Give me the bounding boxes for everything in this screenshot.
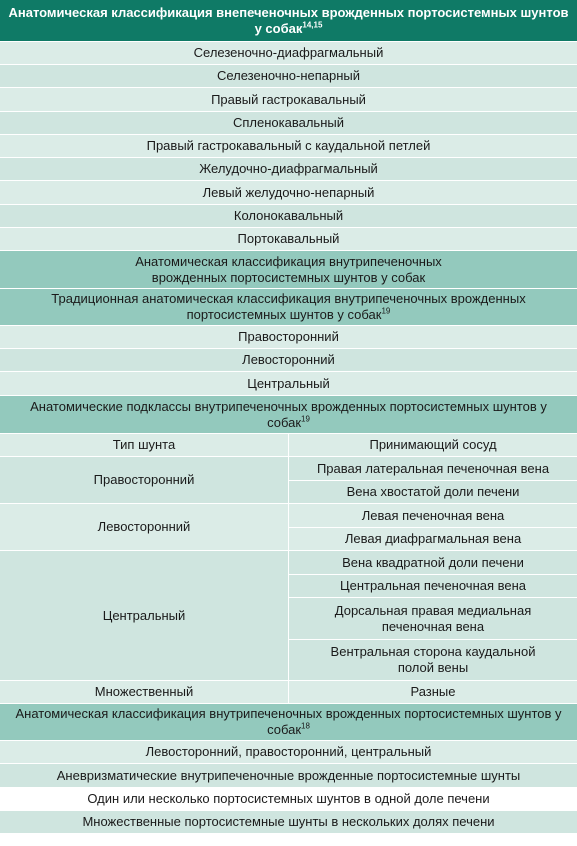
table-row: Колонокавальный xyxy=(0,205,577,228)
vessel-cell: Вена хвостатой доли печени xyxy=(289,481,577,504)
shunt-type-cell: Множественный xyxy=(0,681,289,704)
table-row: Левосторонний xyxy=(0,349,577,372)
subheader-intrahepatic: Анатомическая классификация внутрипеченочных врожденных портосистемных шунтов у собак xyxy=(0,251,577,289)
table-row: Множественные портосистемные шунты в нескольких долях печени xyxy=(0,811,577,834)
vessel-cell: Вентральная сторона каудальной полой вены xyxy=(289,640,577,681)
column-header-type: Тип шунта xyxy=(0,434,289,457)
shunt-type-cell: Правосторонний xyxy=(0,457,289,504)
table-row: Правый гастрокавальный с каудальной петлей xyxy=(0,135,577,158)
table-row: Селезеночно-диафрагмальный xyxy=(0,42,577,65)
shunt-type-cell: Левосторонний xyxy=(0,504,289,551)
subclass-grid xyxy=(0,434,577,704)
vessel-cell: Левая печеночная вена xyxy=(289,504,577,528)
subheader-classification-18: Анатомическая классификация внутрипеченочных врожденных портосистемных шунтов у собак$^{18}$ xyxy=(0,704,577,741)
table-row: Портокавальный xyxy=(0,228,577,251)
vessel-cell: Разные xyxy=(289,681,577,704)
subheader-traditional: Традиционная анатомическая классификация внутрипеченочных врожденных портосистемных шунтов у собак$^{19}$ xyxy=(0,289,577,326)
title-text: Анатомическая классификация внепеченочных врожденных портосистемных шунтов у собак$^{14,15}$ xyxy=(8,4,569,36)
table-row: Центральный xyxy=(0,372,577,396)
table-row: Правосторонний xyxy=(0,326,577,349)
vessel-cell: Вена квадратной доли печени xyxy=(289,551,577,575)
table-title-extrahepatic xyxy=(0,0,577,42)
table-row: Селезеночно-непарный xyxy=(0,65,577,88)
table-row: Спленокавальный xyxy=(0,112,577,135)
table-row: Левосторонний, правосторонний, центральный xyxy=(0,741,577,764)
vessel-cell: Дорсальная правая медиальная печеночная вена xyxy=(289,598,577,640)
vessel-cell: Правая латеральная печеночная вена xyxy=(289,457,577,481)
table-row: Правый гастрокавальный xyxy=(0,88,577,112)
vessel-cell: Центральная печеночная вена xyxy=(289,575,577,598)
subheader-subclasses: Анатомические подклассы внутрипеченочных врожденных портосистемных шунтов у собак$^{19}$ xyxy=(0,396,577,434)
table-row: Желудочно-диафрагмальный xyxy=(0,158,577,181)
table-row: Аневризматические внутрипеченочные врожденные портосистемные шунты xyxy=(0,764,577,788)
vessel-cell: Левая диафрагмальная вена xyxy=(289,528,577,551)
table-row: Левый желудочно-непарный xyxy=(0,181,577,205)
table-row: Один или несколько портосистемных шунтов в одной доле печени xyxy=(0,788,577,811)
column-header-vessel: Принимающий сосуд xyxy=(289,434,577,457)
shunt-type-cell: Центральный xyxy=(0,551,289,681)
